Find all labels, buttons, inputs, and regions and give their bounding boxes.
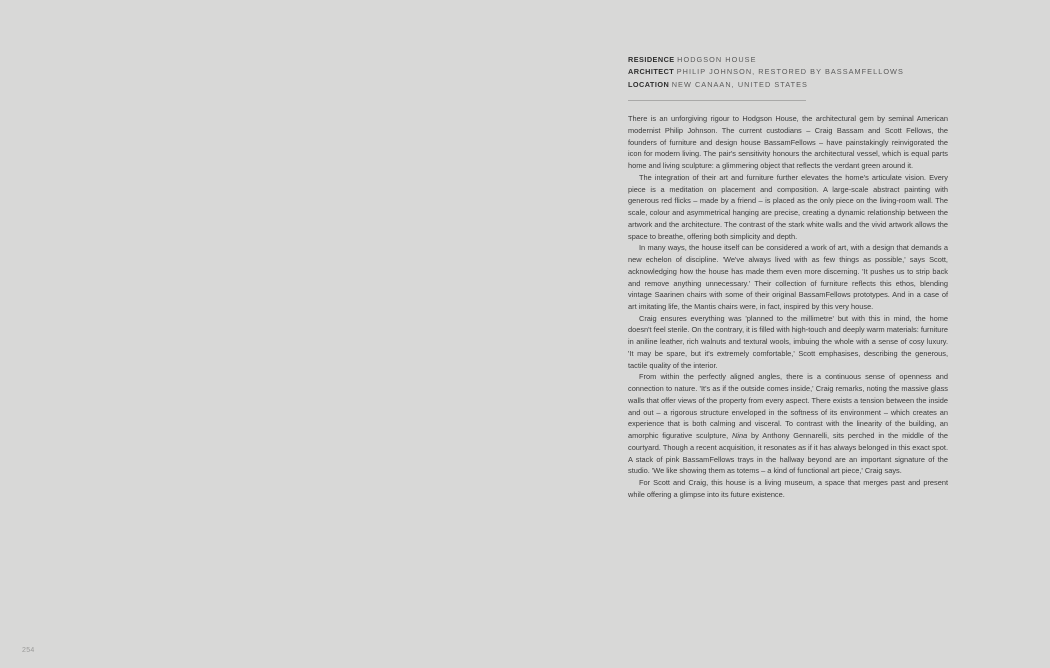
article-paragraph-5 — [628, 371, 948, 477]
metadata-row-residence — [628, 54, 948, 66]
header-divider — [628, 100, 806, 101]
article-paragraph-3: In many ways, the house itself can be considered a work of art, with a design that demands a new echelon of discipline. 'We've always lived with as few things as possible,' says Scott, acknowledging how the house has made them even more discerning. 'It pushes us to strip back and remove anything unnecessary.' Their collection of furniture reflects this ethos, blending vintage Saarinen chairs with some of their original BassamFellows prototypes. And in a case of art imitating life, the Mantis chairs were, in fact, inspired by this very house. — [628, 243, 948, 311]
article-body — [628, 113, 948, 500]
article-paragraph-6: For Scott and Craig, this house is a living museum, a space that merges past and present while offering a glimpse into its future existence. — [628, 477, 948, 499]
metadata-value-architect: PHILIP JOHNSON, RESTORED BY BASSAMFELLOWS — [676, 67, 904, 77]
metadata-value-residence: HODGSON HOUSE — [677, 55, 757, 64]
article-paragraph-2: The integration of their art and furniture further elevates the home's articulate vision. Every piece is a meditation on placement and composition. A large-scale abstract painting with generous red flicks – made by a friend – is placed as the only piece on the living-room wall. The scale, colour and asymmetrical hanging are precise, creating a dynamic relationship between the artwork and the architecture. The contrast of the stark white walls and the vivid artwork allows the space to breathe, offering both simplicity and depth. — [628, 172, 948, 241]
article-paragraph-4: Craig ensures everything was 'planned to the millimetre' but with this in mind, the home doesn't feel sterile. On the contrary, it is filled with high-touch and deeply warm materials: furniture in aniline leather, rich walnuts and textural wools, imbuing the whole with a sense of cosy luxury. 'It may be spare, but it's extremely comfortable,' Scott emphasises, describing the generous, tactile quality of the interior. — [628, 313, 948, 370]
metadata-key-residence: RESIDENCE — [628, 55, 675, 64]
project-metadata — [628, 54, 948, 91]
metadata-row-architect — [628, 66, 948, 78]
paragraph-5-text-before: From within the perfectly aligned angles, there is a continuous sense of openness and connection to nature. 'It's as if the outside comes inside,' Craig remarks, noting the massive glass walls that offer views of the property from every aspect. There exists a tension between the inside and out – a rigorous structure enveloped in the softness of its environment – which creates an experience that is both calming and visceral. To contrast with the linearity of the building, an amorphic figurative sculpture, — [628, 372, 948, 441]
metadata-value-location: NEW CANAAN, UNITED STATES — [671, 79, 808, 89]
text-column — [628, 54, 948, 500]
metadata-row-location — [628, 79, 948, 91]
paragraph-5-text-after: by Anthony Gennarelli, sits perched in the middle of the courtyard. Though a recent acquisition, it resonates as if it has always belonged in this exact spot. A stack of pink BassamFellows trays in the hallway beyond are an important signature of the studio. 'We like showing them as totems – a kind of functional art piece,' Craig says. — [628, 431, 948, 476]
page-number: 254 — [22, 647, 35, 654]
article-paragraph-1: There is an unforgiving rigour to Hodgson House, the architectural gem by seminal American modernist Philip Johnson. The current custodians – Craig Bassam and Scott Fellows, the founders of furniture and design house BassamFellows – have painstakingly reinvigorated the icon for modern living. The pair's sensitivity honours the architectural vessel, which is equal parts home and living sculpture: a glimmering object that reflects the verdant green around it. — [628, 114, 948, 171]
metadata-key-architect: ARCHITECT — [628, 67, 675, 77]
metadata-key-location: LOCATION — [628, 79, 670, 89]
artwork-title: Nina — [731, 431, 748, 441]
